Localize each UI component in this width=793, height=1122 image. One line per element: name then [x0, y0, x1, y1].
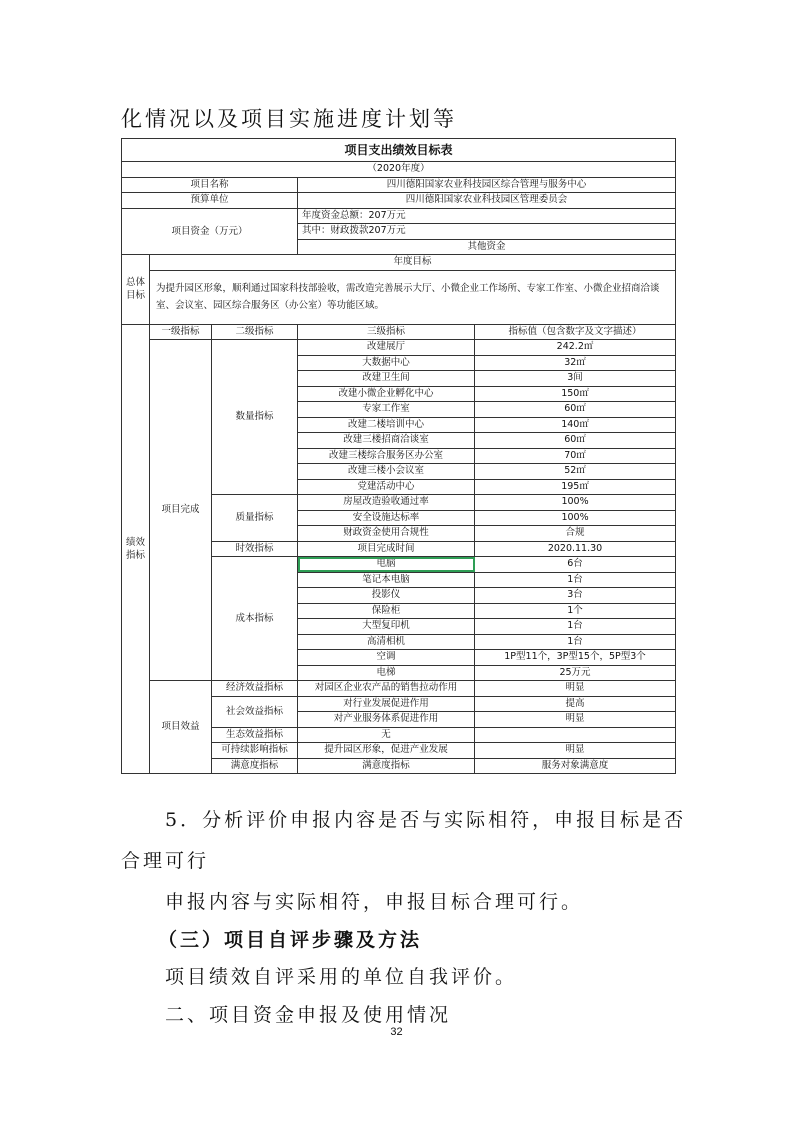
- table-row-value: 60㎡: [475, 402, 676, 418]
- table-row: 保险柜: [298, 603, 475, 619]
- table-row: 空调: [298, 650, 475, 666]
- sustain-label: 可持续影响指标: [212, 743, 298, 759]
- table-row-value: 提高: [475, 696, 676, 712]
- satisfaction-l2-label: 满意度指标: [298, 758, 475, 774]
- table-row: 提升园区形象，促进产业发展: [298, 743, 475, 759]
- table-row: 专家工作室: [298, 402, 475, 418]
- col-header-level2: 二级指标: [212, 324, 298, 340]
- table-row-value: 242.2㎡: [475, 340, 676, 356]
- col-header-level3: 三级指标: [298, 324, 475, 340]
- table-row: 服务对象满意度: [475, 758, 676, 774]
- table-row-value: 1P型11个，3P型15个，5P型3个: [475, 650, 676, 666]
- table-row: 房屋改造验收通过率: [298, 495, 475, 511]
- table-row: 改建三楼小会议室: [298, 464, 475, 480]
- table-row-value: 明显: [475, 743, 676, 759]
- table-row-value: 70㎡: [475, 448, 676, 464]
- project-name-value: 四川德阳国家农业科技园区综合管理与服务中心: [298, 177, 676, 193]
- para-answer: 申报内容与实际相符，申报目标合理可行。: [165, 891, 584, 913]
- table-row-value: 100%: [475, 510, 676, 526]
- cost-label: 成本指标: [212, 557, 298, 681]
- table-row-value: [475, 727, 676, 743]
- eco-label: 生态效益指标: [212, 727, 298, 743]
- quality-label: 质量指标: [212, 495, 298, 542]
- table-row: 财政资金使用合规性: [298, 526, 475, 542]
- table-row-value: 25万元: [475, 665, 676, 681]
- completion-label: 项目完成: [150, 340, 212, 681]
- fund-other: 其他资金: [298, 239, 676, 255]
- table-row: 对行业发展促进作用: [298, 696, 475, 712]
- table-row: 改建二楼培训中心: [298, 417, 475, 433]
- para-method: 项目绩效自评采用的单位自我评价。: [165, 966, 518, 988]
- satisfaction-l1-label: 满意度指标: [212, 758, 298, 774]
- project-name-label: 项目名称: [122, 177, 298, 193]
- table-row-value: 1台: [475, 572, 676, 588]
- table-row-value: 3台: [475, 588, 676, 604]
- table-row: 改建展厅: [298, 340, 475, 356]
- table-row-value: 100%: [475, 495, 676, 511]
- table-row: 党建活动中心: [298, 479, 475, 495]
- table-row: 投影仪: [298, 588, 475, 604]
- para5-line2: 合理可行: [121, 850, 210, 872]
- table-row: 改建卫生间: [298, 371, 475, 387]
- annual-goal-label: 年度目标: [150, 255, 676, 271]
- table-row-value: 2020.11.30: [475, 541, 676, 557]
- perf-indicator-label: 绩效指标: [122, 324, 150, 774]
- table-row-value: 1台: [475, 619, 676, 635]
- selected-cell[interactable]: 电脑: [298, 557, 475, 573]
- page-number: 32: [390, 1026, 403, 1038]
- social-label: 社会效益指标: [212, 696, 298, 727]
- table-row: 改建三楼综合服务区办公室: [298, 448, 475, 464]
- table-row-value: 合规: [475, 526, 676, 542]
- economic-label: 经济效益指标: [212, 681, 298, 697]
- intro-line: 化情况以及项目实施进度计划等: [121, 107, 457, 131]
- table-year: （2020年度）: [122, 162, 676, 178]
- table-row-value: 明显: [475, 712, 676, 728]
- fund-label: 项目资金（万元）: [122, 208, 298, 255]
- quantity-label: 数量指标: [212, 340, 298, 495]
- budget-unit-label: 预算单位: [122, 193, 298, 209]
- timeliness-label: 时效指标: [212, 541, 298, 557]
- table-row: 高清相机: [298, 634, 475, 650]
- table-row-value: 60㎡: [475, 433, 676, 449]
- table-row-value: 195㎡: [475, 479, 676, 495]
- table-row-value: 140㎡: [475, 417, 676, 433]
- table-row: 电梯: [298, 665, 475, 681]
- table-row: 大数据中心: [298, 355, 475, 371]
- fund-fiscal: 其中：财政拨款207万元: [298, 224, 676, 240]
- table-row-value: 明显: [475, 681, 676, 697]
- table-row: 安全设施达标率: [298, 510, 475, 526]
- table-row: 对产业服务体系促进作用: [298, 712, 475, 728]
- benefit-label: 项目效益: [150, 681, 212, 774]
- table-row: 笔记本电脑: [298, 572, 475, 588]
- table-row-value: 6台: [475, 557, 676, 573]
- heading-two: 二、项目资金申报及使用情况: [165, 1004, 452, 1026]
- table-row-value: 32㎡: [475, 355, 676, 371]
- performance-table: [121, 138, 676, 774]
- table-row-value: 150㎡: [475, 386, 676, 402]
- table-row: 改建三楼招商洽谈室: [298, 433, 475, 449]
- table-row-value: 3间: [475, 371, 676, 387]
- col-header-value: 指标值（包含数字及文字描述）: [475, 324, 676, 340]
- overall-goal-label: 总体目标: [122, 255, 150, 325]
- fund-total: 年度资金总额：207万元: [298, 208, 676, 224]
- col-header-level1: 一级指标: [150, 324, 212, 340]
- table-row: 大型复印机: [298, 619, 475, 635]
- budget-unit-value: 四川德阳国家农业科技园区管理委员会: [298, 193, 676, 209]
- annual-goal-text: 为提升园区形象，顺利通过国家科技部验收，需改造完善展示大厅、小微企业工作场所、专家工作室、小微企业招商洽谈室、会议室、园区综合服务区（办公室）等功能区域。: [150, 270, 676, 324]
- para5-line1: 5．分析评价申报内容是否与实际相符，申报目标是否: [165, 809, 687, 831]
- table-row-value: 1个: [475, 603, 676, 619]
- table-row-value: 1台: [475, 634, 676, 650]
- table-row: 无: [298, 727, 475, 743]
- table-row: 项目完成时间: [298, 541, 475, 557]
- table-row: 对园区企业农产品的销售拉动作用: [298, 681, 475, 697]
- table-title: 项目支出绩效目标表: [122, 139, 676, 162]
- heading-3: （三）项目自评步骤及方法: [158, 929, 423, 951]
- table-row-value: 52㎡: [475, 464, 676, 480]
- table-row: 改建小微企业孵化中心: [298, 386, 475, 402]
